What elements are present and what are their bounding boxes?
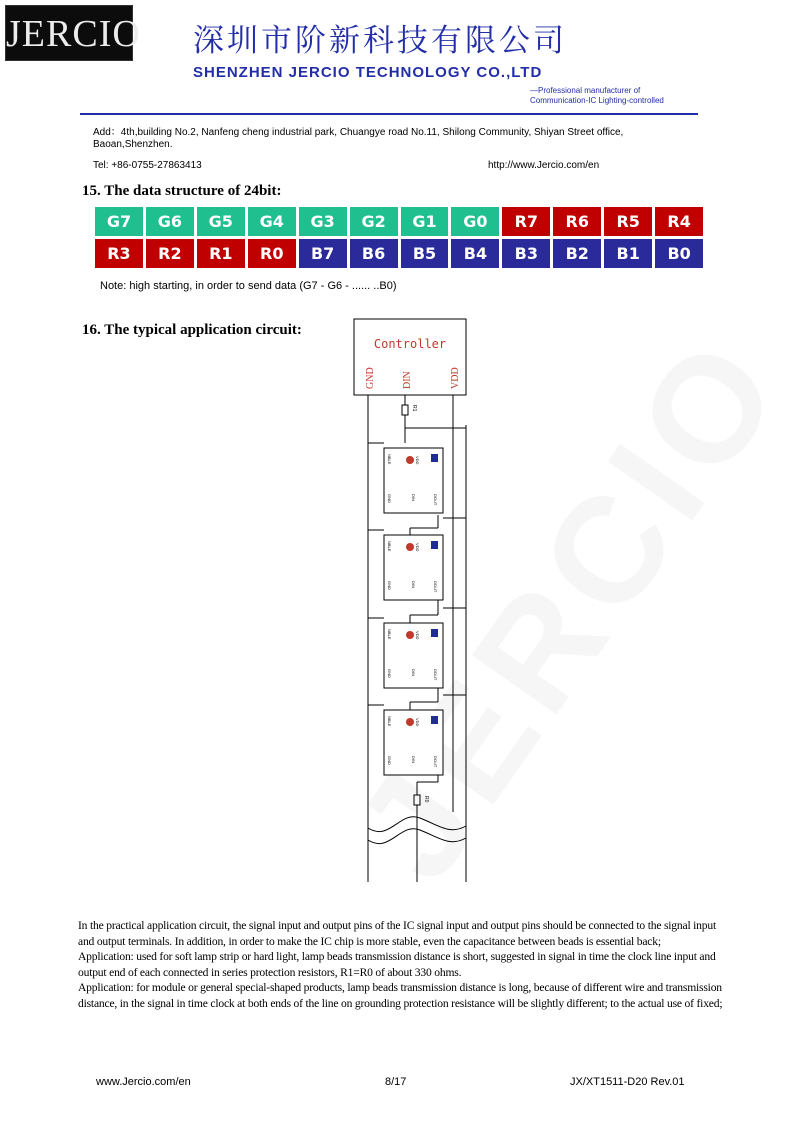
led-chip-2 [384,535,443,600]
chip-vdd-label: VDD [415,718,420,727]
resistor-r0 [414,795,420,805]
bit-cell-g3: G3 [299,207,347,236]
bit-cell-b1: B1 [604,239,652,268]
led-chip-4 [384,710,443,775]
bit-cell-b5: B5 [401,239,449,268]
bit-cell-g4: G4 [248,207,296,236]
led-chip-1 [384,448,443,513]
chip-nble-label: NBLE [387,541,392,552]
controller-label: Controller [373,337,447,351]
chip-din-label: DIN [411,669,416,676]
chip-dout-label: DOUT [433,669,438,681]
chip-nble-label: NBLE [387,716,392,727]
bit-cell-b7: B7 [299,239,347,268]
bit-row-1 [95,207,703,236]
logo-text: JERCIO [6,13,141,55]
resistor-r1 [402,405,408,415]
section-15-heading: 15. The data structure of 24bit: [82,183,282,199]
footer-document-id: JX/XT1511-D20 Rev.01 [570,1076,685,1088]
company-telephone: Tel: +86-0755-27863413 [93,160,202,171]
chip-din-label: DIN [411,756,416,763]
chip-gnd-label: GND [387,494,392,503]
company-logo [5,5,141,61]
company-name-chinese: 深圳市阶新科技有限公司 [193,23,567,59]
bit-cell-b6: B6 [350,239,398,268]
bit-cell-b3: B3 [502,239,550,268]
description-paragraph-2: Application: used for soft lamp strip or hard light, lamp beads transmission distance is short, suggested in signal in time the clock line input and output end of each connected in series protection resistors, R1=R0 of about 330 ohms. [78,950,716,979]
bit-cell-g1: G1 [401,207,449,236]
bit-cell-b0: B0 [655,239,703,268]
bit-cell-g7: G7 [95,207,143,236]
chip-nble-label: NBLE [387,629,392,640]
led-indicator-red [406,543,414,551]
led-chip-3 [384,623,443,688]
bit-row-2 [95,239,703,268]
tagline-line-2: Communication-IC Lighting-controlled [530,96,664,105]
chip-vdd-label: VDD [415,631,420,640]
led-indicator-red [406,631,414,639]
bit-cell-b4: B4 [451,239,499,268]
company-website-link[interactable]: http://www.Jercio.com/en [488,160,600,171]
led-indicator-blue [431,716,438,724]
chip-gnd-label: GND [387,756,392,765]
section-16-heading: 16. The typical application circuit: [82,322,302,338]
bit-cell-r4: R4 [655,207,703,236]
description-paragraph-3: Application: for module or general special-shaped products, lamp beads transmission distance is long, because of different wire and transmission distance, in the signal in time clock at both ends of the line on grounding protection resistance will be slightly different; to the actual use of fixed; [78,981,723,1010]
footer-website[interactable]: www.Jercio.com/en [96,1076,191,1088]
bit-structure-table [95,207,703,271]
bit-cell-r2: R2 [146,239,194,268]
resistor-r0-label: R0 [423,796,429,803]
header-divider [80,113,698,115]
circuit-description [78,918,726,1011]
tagline-line-1: —Professional manufacturer of [530,86,641,95]
application-circuit-diagram [345,315,480,895]
company-name-english: SHENZHEN JERCIO TECHNOLOGY CO.,LTD [193,64,543,81]
bit-order-note: Note: high starting, in order to send data (G7 - G6 - ...... ..B0) [100,280,397,292]
bit-cell-r6: R6 [553,207,601,236]
tagline [530,86,664,106]
pin-din-label: DIN [402,371,413,389]
led-indicator-blue [431,454,438,462]
led-indicator-red [406,718,414,726]
bit-cell-r5: R5 [604,207,652,236]
led-indicator-blue [431,541,438,549]
bit-cell-g0: G0 [451,207,499,236]
company-address: Add：4th,building No.2, Nanfeng cheng industrial park, Chuangye road No.11, Shilong Community, Shiyan Street office, Baoan,Shenzhen. [93,127,624,150]
chip-din-label: DIN [411,494,416,501]
footer-page-number: 8/17 [385,1076,407,1088]
bit-cell-g5: G5 [197,207,245,236]
chip-nble-label: NBLE [387,454,392,465]
chip-dout-label: DOUT [433,581,438,593]
pin-gnd-label: GND [365,367,376,389]
pin-vdd-label: VDD [450,367,461,389]
bit-cell-b2: B2 [553,239,601,268]
chip-vdd-label: VDD [415,543,420,552]
bit-cell-r7: R7 [502,207,550,236]
description-paragraph-1: In the practical application circuit, the signal input and output pins of the IC signal input and output pins should be connected to the signal input and output terminals. In addition, in order to make the IC chip is more stable, even the capacitance between beads is essential back; [78,919,716,948]
resistor-r1-label: R1 [411,405,417,412]
chip-gnd-label: GND [387,581,392,590]
bit-cell-g2: G2 [350,207,398,236]
chip-vdd-label: VDD [415,456,420,465]
bit-cell-r0: R0 [248,239,296,268]
led-indicator-blue [431,629,438,637]
bit-cell-g6: G6 [146,207,194,236]
chip-gnd-label: GND [387,669,392,678]
chip-dout-label: DOUT [433,494,438,506]
bit-cell-r1: R1 [197,239,245,268]
bit-cell-r3: R3 [95,239,143,268]
chip-dout-label: DOUT [433,756,438,768]
led-indicator-red [406,456,414,464]
led-chips [384,448,443,775]
chip-din-label: DIN [411,581,416,588]
